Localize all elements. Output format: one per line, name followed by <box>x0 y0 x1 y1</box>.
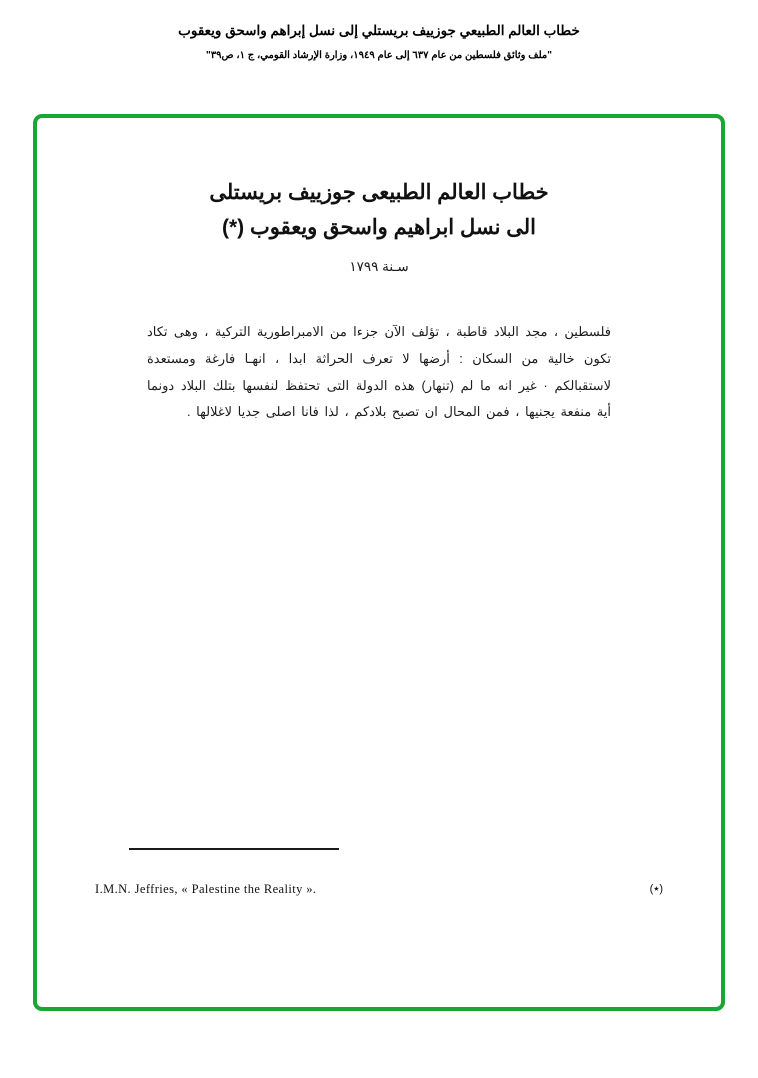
document-body-paragraph: فلسطين ، مجد البلاد قاطبة ، تؤلف الآن جزءا من الامبراطورية التركية ، وهى تكاد تكون خالية من السكان : أرضها لا تعرف الحراثة ابدا ، انهـا فارغة ومستعدة لاستقبالكم · غير انه ما لم (تنهار) هذه الدولة التى تحتفظ لنفسها بتلك البلاد دونما أية منفعة يجنيها ، فمن المحال ان تصبح بلادكم ، لذا فانا اصلى جديا لاغلالها . <box>147 324 611 420</box>
document-title <box>95 176 663 245</box>
page-header <box>0 0 758 62</box>
footnote-reference-text: I.M.N. Jeffries, « Palestine the Reality ». <box>95 882 317 896</box>
page-header-title: خطاب العالم الطبيعي جوزييف بريستلي إلى نسل إبراهم واسحق ويعقوب <box>178 23 580 38</box>
document-year: سـنة ١٧٩٩ <box>349 259 409 275</box>
footnote-separator-rule <box>129 848 339 850</box>
page-header-source: "ملف وثائق فلسطين من عام ٦٣٧ إلى عام ١٩٤٩، وزارة الإرشاد القومي، ج ١، ص٣٩" <box>206 49 552 61</box>
scanned-document-frame <box>33 114 725 1011</box>
footnote-marker: (٭) <box>649 883 663 895</box>
footnote-row <box>95 882 663 897</box>
document-title-line-1: خطاب العالم الطبيعى جوزييف بريستلى <box>209 181 549 204</box>
scanned-document-page <box>37 118 721 1007</box>
document-title-line-2: الى نسل ابراهيم واسحق ويعقوب (*) <box>221 215 537 239</box>
